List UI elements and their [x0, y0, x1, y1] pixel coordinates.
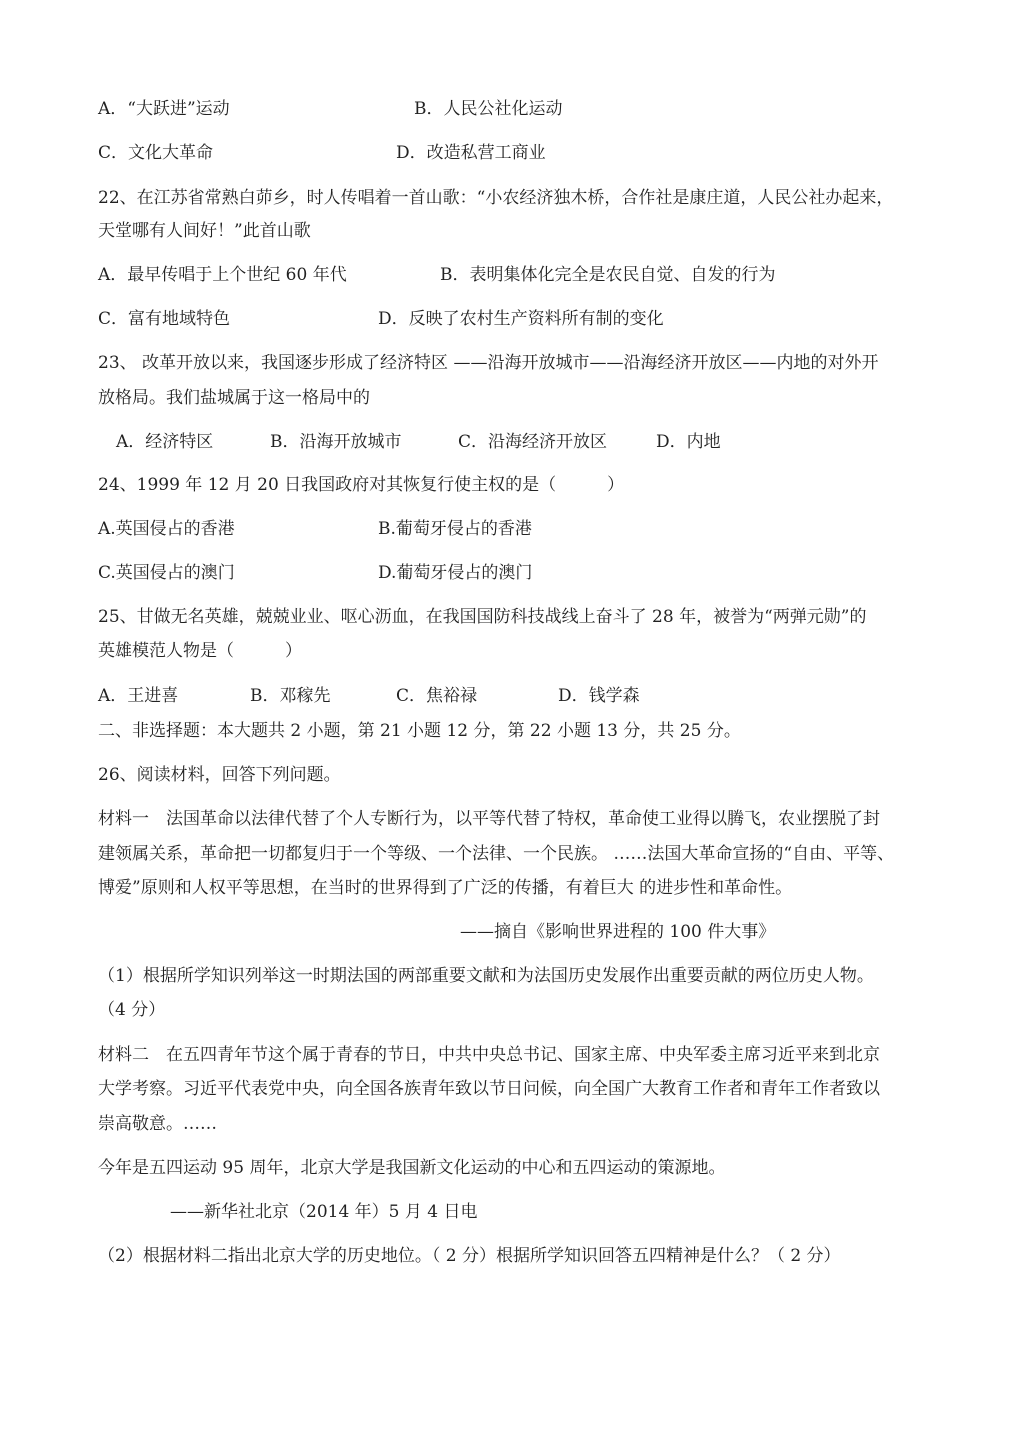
- q26-material1-line3: 博爱”原则和人权平等思想，在当时的世界得到了广泛的传播，有着巨大 的进步性和革命性。: [98, 878, 793, 898]
- q26-sub2: （2）根据材料二指出北京大学的历史地位。（ 2 分）根据所学知识回答五四精神是什么？（ 2 分）: [98, 1246, 841, 1266]
- q23-stem-line2: 放格局。我们盐城属于这一格局中的: [98, 388, 370, 408]
- q25-option-c: C．焦裕禄: [396, 686, 478, 706]
- q26-material1-line1: 材料一 法国革命以法律代替了个人专断行为，以平等代替了特权，革命使工业得以腾飞，农业摆脱了封: [98, 809, 880, 829]
- q22-option-c: C．富有地域特色: [98, 309, 231, 329]
- q21-option-b: B．人民公社化运动: [414, 99, 563, 119]
- q26-material2-source: ——新华社北京（2014 年）5 月 4 日电: [170, 1202, 478, 1222]
- q24-option-a: A.英国侵占的香港: [98, 519, 235, 539]
- q25-option-a: A．王进喜: [98, 686, 179, 706]
- q23-option-b: B．沿海开放城市: [270, 432, 402, 452]
- q22-option-b: B．表明集体化完全是农民自觉、自发的行为: [440, 265, 776, 285]
- q24-option-c: C.英国侵占的澳门: [98, 563, 235, 583]
- q25-option-b: B．邓稼先: [250, 686, 331, 706]
- q22-stem-line2: 天堂哪有人间好！”此首山歌: [98, 221, 311, 241]
- q23-option-a: A．经济特区: [116, 432, 214, 452]
- q26-sub1-line1: （1）根据所学知识列举这一时期法国的两部重要文献和为法国历史发展作出重要贡献的两位历史人物。: [98, 966, 874, 986]
- q25-option-d: D．钱学森: [558, 686, 640, 706]
- q26-material2-line3: 崇高敬意。……: [98, 1114, 217, 1134]
- q26-material2-line4: 今年是五四运动 95 周年，北京大学是我国新文化运动的中心和五四运动的策源地。: [98, 1158, 726, 1178]
- q23-option-c: C．沿海经济开放区: [458, 432, 608, 452]
- q23-option-d: D．内地: [656, 432, 721, 452]
- q26-material2-line2: 大学考察。习近平代表党中央，向全国各族青年致以节日问候，向全国广大教育工作者和青年工作者致以: [98, 1079, 880, 1099]
- q26-sub1-line2: （4 分）: [98, 1000, 166, 1020]
- q26-stem: 26、阅读材料，回答下列问题。: [98, 765, 341, 785]
- q21-option-d: D．改造私营工商业: [396, 143, 546, 163]
- q21-option-a: A．“大跃进”运动: [98, 99, 230, 119]
- q25-stem-line2: 英雄模范人物是（ ）: [98, 641, 302, 661]
- q23-stem-line1: 23、 改革开放以来，我国逐步形成了经济特区 ——沿海开放城市——沿海经济开放区——内地的对外开: [98, 353, 879, 373]
- q24-option-b: B.葡萄牙侵占的香港: [378, 519, 532, 539]
- q26-material1-source: ——摘自《影响世界进程的 100 件大事》: [460, 922, 776, 942]
- section2-heading: 二、非选择题：本大题共 2 小题，第 21 小题 12 分，第 22 小题 13 分，共 25 分。: [98, 721, 741, 741]
- q22-option-d: D．反映了农村生产资料所有制的变化: [378, 309, 664, 329]
- q22-option-a: A．最早传唱于上个世纪 60 年代: [98, 265, 347, 285]
- q21-option-c: C．文化大革命: [98, 143, 214, 163]
- q26-material2-line1: 材料二 在五四青年节这个属于青春的节日，中共中央总书记、国家主席、中央军委主席习近平来到北京: [98, 1045, 880, 1065]
- q26-material1-line2: 建领属关系，革命把一切都复归于一个等级、一个法律、一个民族。 ……法国大革命宣扬的“自由、平等、: [98, 844, 895, 864]
- q24-option-d: D.葡萄牙侵占的澳门: [378, 563, 533, 583]
- q22-stem-line1: 22、在江苏省常熟白茆乡，时人传唱着一首山歌：“小农经济独木桥，合作社是康庄道，人民公社办起来，: [98, 188, 894, 208]
- q24-stem: 24、1999 年 12 月 20 日我国政府对其恢复行使主权的是（ ）: [98, 475, 625, 495]
- q25-stem-line1: 25、甘做无名英雄，兢兢业业、呕心沥血，在我国国防科技战线上奋斗了 28 年，被誉为“两弹元勋”的: [98, 607, 867, 627]
